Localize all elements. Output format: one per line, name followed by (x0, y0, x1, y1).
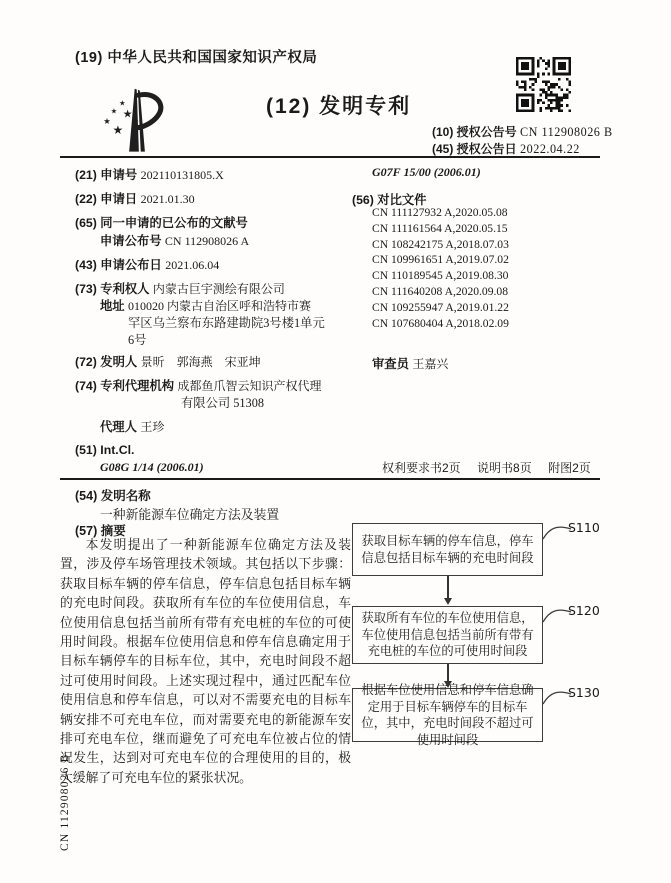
flowchart-step-2-tag: S120 (568, 603, 600, 618)
field-prior-publication (75, 213, 248, 231)
examiner-label: 审查员 (372, 357, 409, 371)
grant-date-label: (45) 授权公告日 (432, 142, 517, 156)
prior-publication-label: (65) 同一申请的已公布的文献号 (75, 216, 248, 230)
address-label: 地址 (100, 299, 125, 313)
field-patentee (75, 279, 285, 297)
citation-ref: CN 108242175 A,2018.07.03 (372, 237, 509, 251)
application-number-label: (21) 申请号 (75, 168, 138, 182)
grant-number-label: (10) 授权公告号 (432, 125, 517, 139)
side-publication-number: CN 112908026 B (59, 753, 71, 851)
citation-ref: CN 111161564 A,2020.05.15 (372, 221, 508, 235)
citation-ref: CN 109255947 A,2019.01.22 (372, 300, 509, 314)
citation-ref: CN 109961651 A,2019.07.02 (372, 253, 509, 267)
agency-name-line-2: 有限公司 51308 (181, 396, 265, 410)
invention-title-label: (54) 发明名称 (75, 489, 151, 503)
application-publication-date-label: (43) 申请公布日 (75, 258, 162, 272)
application-publication-date-value: 2021.06.04 (165, 258, 220, 272)
document-type-title: (12) 发明专利 (266, 95, 412, 118)
field-agent (100, 417, 164, 435)
flowchart-arrow-2 (447, 664, 449, 682)
ipc-class-1: G08G 1/14 (2006.01) (100, 460, 204, 474)
field-inventors (75, 352, 261, 370)
drawings-page-count: 附图2页 (548, 461, 591, 475)
prior-publication-number-label: 申请公布号 (100, 234, 162, 248)
agency-label: (74) 专利代理机构 (75, 379, 175, 393)
address-line-3: 6号 (128, 333, 147, 347)
field-patentee-address (100, 296, 311, 314)
abstract-label: (57) 摘要 (75, 524, 126, 538)
address-line-1: 010020 内蒙古自治区呼和浩特市赛 (128, 299, 312, 313)
agent-name: 王珍 (140, 420, 165, 434)
patentee-label: (73) 专利权人 (75, 282, 150, 296)
citation-ref: CN 110189545 A,2019.08.30 (372, 269, 509, 283)
agency-name-line-1: 成都鱼爪智云知识产权代理 (177, 379, 322, 393)
grant-publication-number (432, 123, 613, 140)
document-page-counts (382, 459, 604, 476)
svg-text:★: ★ (110, 106, 118, 116)
svg-text:★: ★ (112, 123, 124, 138)
cnipa-logo-svg (94, 84, 168, 160)
examiner-name: 王嘉兴 (412, 357, 449, 371)
application-number-value: 202110131805.X (140, 168, 224, 182)
qr-code-svg (516, 57, 571, 112)
claims-page-count: 权利要求书2页 (382, 461, 461, 475)
biblio-divider (60, 478, 600, 480)
flowchart-step-1-tag: S110 (568, 520, 600, 535)
agent-label: 代理人 (100, 420, 137, 434)
inventors-names: 景昕 郭海燕 宋亚坤 (140, 355, 261, 369)
application-date-label: (22) 申请日 (75, 192, 138, 206)
patentee-name: 内蒙古巨宇测绘有限公司 (152, 282, 285, 296)
grant-publication-date (432, 140, 580, 157)
field-prior-publication-number (100, 231, 249, 249)
qr-code-icon (516, 57, 571, 112)
citation-ref: CN 107680404 A,2018.02.09 (372, 316, 509, 330)
ipc-class-2: G07F 15/00 (2006.01) (372, 165, 481, 179)
field-application-publication-date (75, 255, 219, 273)
flowchart-step-3-box: 根据车位使用信息和停车信息确定用于目标车辆停车的目标车位，其中，充电时间段不超过可使用时间段 (352, 688, 543, 742)
field-application-date (75, 189, 195, 207)
description-page-count: 说明书8页 (477, 461, 532, 475)
address-line-2: 罕区乌兰察布东路建勘院3号楼1单元 (128, 316, 325, 330)
citation-ref: CN 111640208 A,2020.09.08 (372, 284, 509, 298)
field-examiner (372, 354, 448, 372)
flowchart-step-2-box: 获取所有车位的车位使用信息，车位使用信息包括当前所有带有充电桩的车位的可使用时间段 (352, 606, 543, 664)
abstract-text: 本发明提出了一种新能源车位确定方法及装置，涉及停车场管理技术领域。其包括以下步骤：获取目标车辆的停车信息，停车信息包括目标车辆的充电时间段。获取所有车位的车位使用信息，车位使用信息包括当前所有带有充电桩的车位的可使用时间段。根据车位使用信息和停车信息确定用于目标车辆停车的目标车位，其中，充电时间段不超过可使用时间段。上述实现过程中，通过匹配车位使用信息和停车信息，可以对不需要充电的目标车辆安排不可充电车位，而对需要充电的新能源车安排可充电车位，继而避免了可充电车位被占位的情况发生，达到对可充电车位的合理使用的目的，极大缓解了可充电车位的紧张状况。 (60, 538, 351, 785)
flowchart-step-1-box: 获取目标车辆的停车信息，停车信息包括目标车辆的充电时间段 (352, 523, 543, 576)
application-date-value: 2021.01.30 (140, 192, 195, 206)
svg-text:★: ★ (118, 98, 126, 108)
svg-text:★: ★ (103, 115, 111, 126)
grant-number-value: CN 112908026 B (520, 125, 613, 139)
grant-date-value: 2022.04.22 (520, 142, 580, 156)
svg-text:★: ★ (122, 107, 133, 121)
int-cl-label: (51) Int.Cl. (75, 443, 135, 457)
invention-title: 一种新能源车位确定方法及装置 (100, 508, 280, 522)
citations-label: (56) 对比文件 (352, 193, 427, 207)
patent-office-name: (19) 中华人民共和国国家知识产权局 (75, 50, 318, 66)
prior-publication-number-value: CN 112908026 A (164, 234, 250, 248)
inventors-label: (72) 发明人 (75, 355, 138, 369)
field-application-number (75, 165, 224, 183)
field-patent-agency (75, 376, 322, 394)
header-divider (60, 156, 600, 158)
flowchart-arrow-1 (447, 576, 449, 599)
cnipa-logo-icon (94, 84, 168, 160)
citation-ref: CN 111127932 A,2020.05.08 (372, 206, 508, 219)
citation-list (372, 205, 509, 331)
flowchart-step-3-tag: S130 (568, 685, 600, 700)
